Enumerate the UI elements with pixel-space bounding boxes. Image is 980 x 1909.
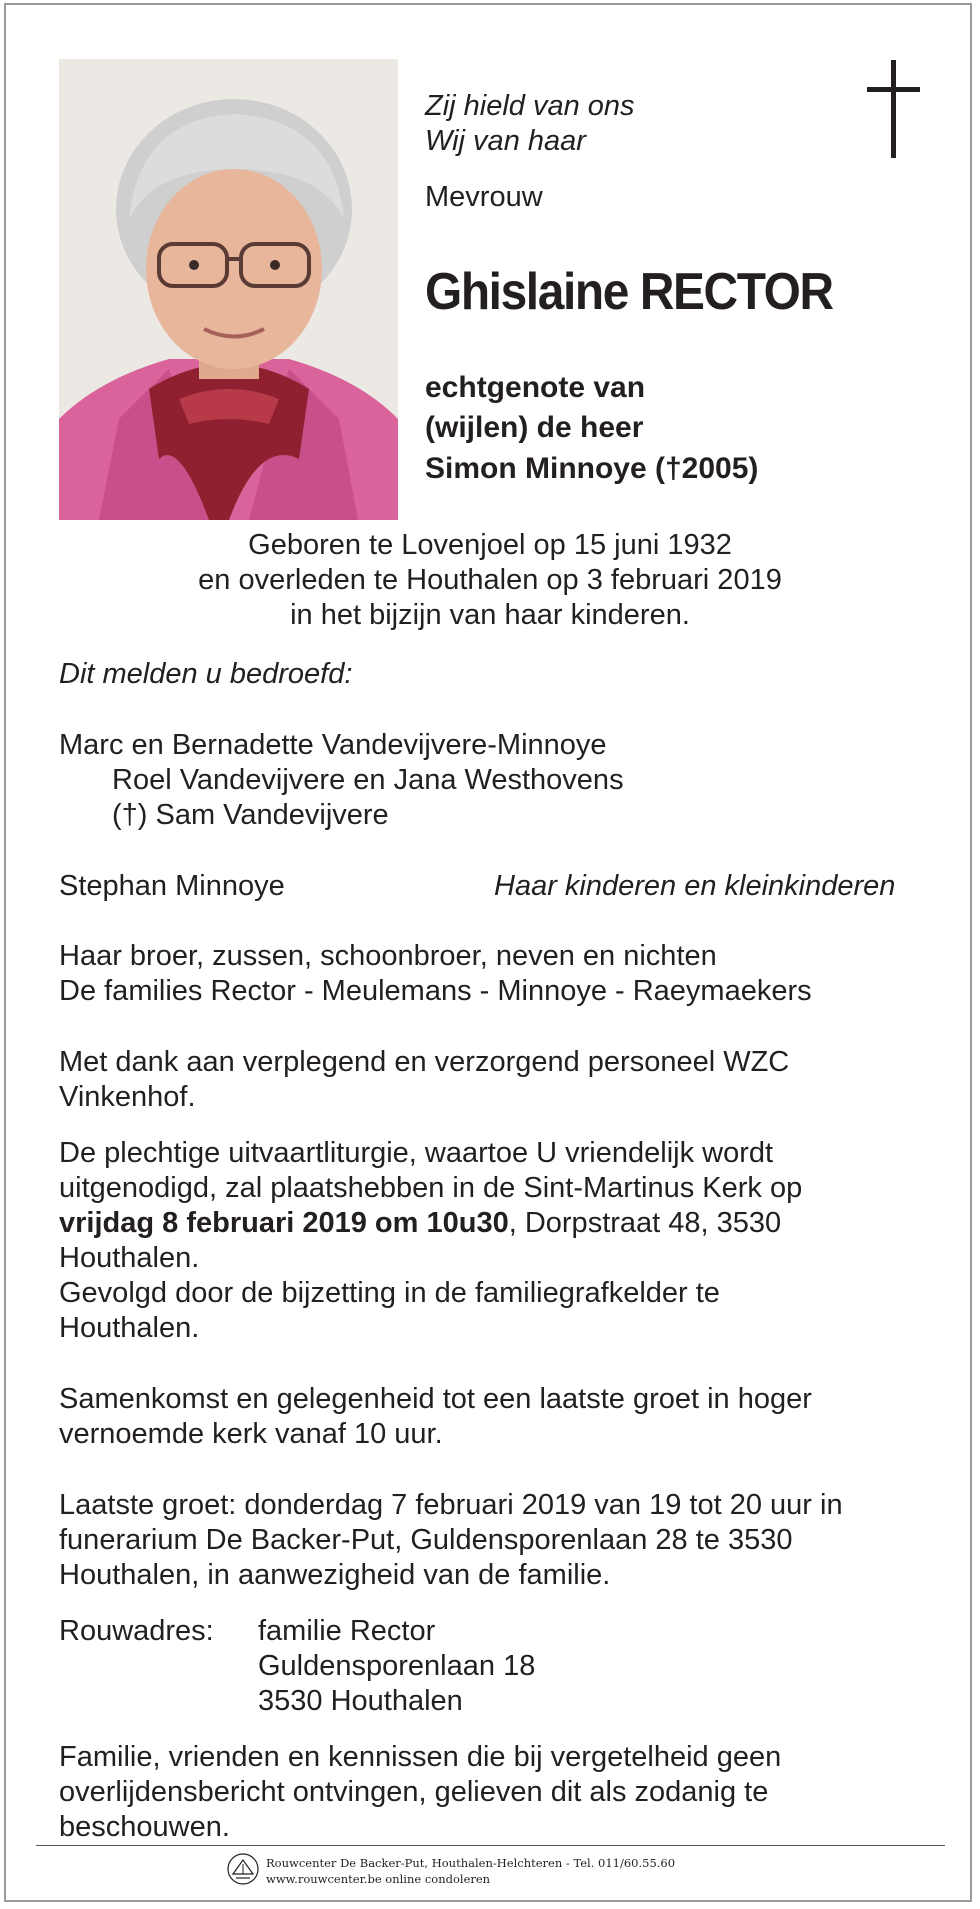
family-role-label: Haar kinderen en kleinkinderen — [494, 870, 896, 902]
birth-line: Geboren te Lovenjoel op 15 juni 1932 — [248, 529, 732, 561]
family-line-6: De families Rector - Meulemans - Minnoye - Raeymaekers — [59, 975, 812, 1007]
funeral-date-time: vrijdag 8 februari 2019 om 10u30 — [59, 1207, 509, 1239]
funeral-location: , Dorpstraat 48, 3530 — [508, 1207, 782, 1239]
title-prefix: Mevrouw — [425, 181, 543, 213]
announcement: Dit melden u bedroefd: — [59, 658, 353, 690]
family-line-3: (†) Sam Vandevijvere — [112, 799, 389, 831]
family-line-5: Haar broer, zussen, schoonbroer, neven en nichten — [59, 940, 717, 972]
quote-line-2: Wij van haar — [425, 125, 586, 157]
latin-cross-icon — [864, 60, 924, 160]
address-line-2: Guldensporenlaan 18 — [258, 1650, 536, 1682]
last-greeting-line-1: Laatste groet: donderdag 7 februari 2019 van 19 tot 20 uur in — [59, 1489, 843, 1521]
family-line-2: Roel Vandevijvere en Jana Westhovens — [112, 764, 624, 796]
closing-line-3: beschouwen. — [59, 1811, 230, 1843]
gathering-line-2: vernoemde kerk vanaf 10 uur. — [59, 1418, 443, 1450]
funeral-line-6: Houthalen. — [59, 1312, 200, 1344]
family-line-1: Marc en Bernadette Vandevijvere-Minnoye — [59, 729, 607, 761]
presence-line: in het bijzijn van haar kinderen. — [290, 599, 690, 631]
funeral-line-4: Houthalen. — [59, 1242, 200, 1274]
funeral-home-logo-icon — [226, 1852, 260, 1886]
spouse-line-3: Simon Minnoye (†2005) — [425, 452, 759, 485]
address-line-3: 3530 Houthalen — [258, 1685, 463, 1717]
funeral-line-3 — [59, 1206, 781, 1241]
last-greeting-line-3: Houthalen, in aanwezigheid van de familie. — [59, 1559, 611, 1591]
funeral-line-1: De plechtige uitvaartliturgie, waartoe U vriendelijk wordt — [59, 1137, 774, 1169]
deceased-name: Ghislaine RECTOR — [425, 263, 833, 321]
footer-divider — [36, 1845, 945, 1846]
thanks-line-1: Met dank aan verplegend en verzorgend personeel WZC — [59, 1046, 790, 1078]
funeral-line-2: uitgenodigd, zal plaatshebben in de Sint-Martinus Kerk op — [59, 1172, 803, 1204]
spouse-line-1: echtgenote van — [425, 371, 646, 404]
closing-line-2: overlijdensbericht ontvingen, gelieven dit als zodanig te — [59, 1776, 769, 1808]
spouse-line-2: (wijlen) de heer — [425, 411, 644, 444]
death-line: en overleden te Houthalen op 3 februari 2019 — [198, 564, 782, 596]
portrait-illustration — [59, 59, 398, 520]
last-greeting-line-2: funerarium De Backer-Put, Guldensporenlaan 28 te 3530 — [59, 1524, 793, 1556]
quote-line-1: Zij hield van ons — [425, 90, 635, 122]
funeral-line-5: Gevolgd door de bijzetting in de familiegrafkelder te — [59, 1277, 720, 1309]
footer-website[interactable]: www.rouwcenter.be online condoleren — [266, 1872, 491, 1886]
address-line-1: familie Rector — [258, 1615, 436, 1647]
address-label: Rouwadres: — [59, 1615, 214, 1647]
family-line-4: Stephan Minnoye — [59, 870, 285, 902]
gathering-line-1: Samenkomst en gelegenheid tot een laatste groet in hoger — [59, 1383, 812, 1415]
footer-contact: Rouwcenter De Backer-Put, Houthalen-Helchteren - Tel. 011/60.55.60 — [266, 1856, 676, 1870]
thanks-line-2: Vinkenhof. — [59, 1081, 196, 1113]
portrait-photo — [59, 59, 398, 520]
closing-line-1: Familie, vrienden en kennissen die bij vergetelheid geen — [59, 1741, 782, 1773]
